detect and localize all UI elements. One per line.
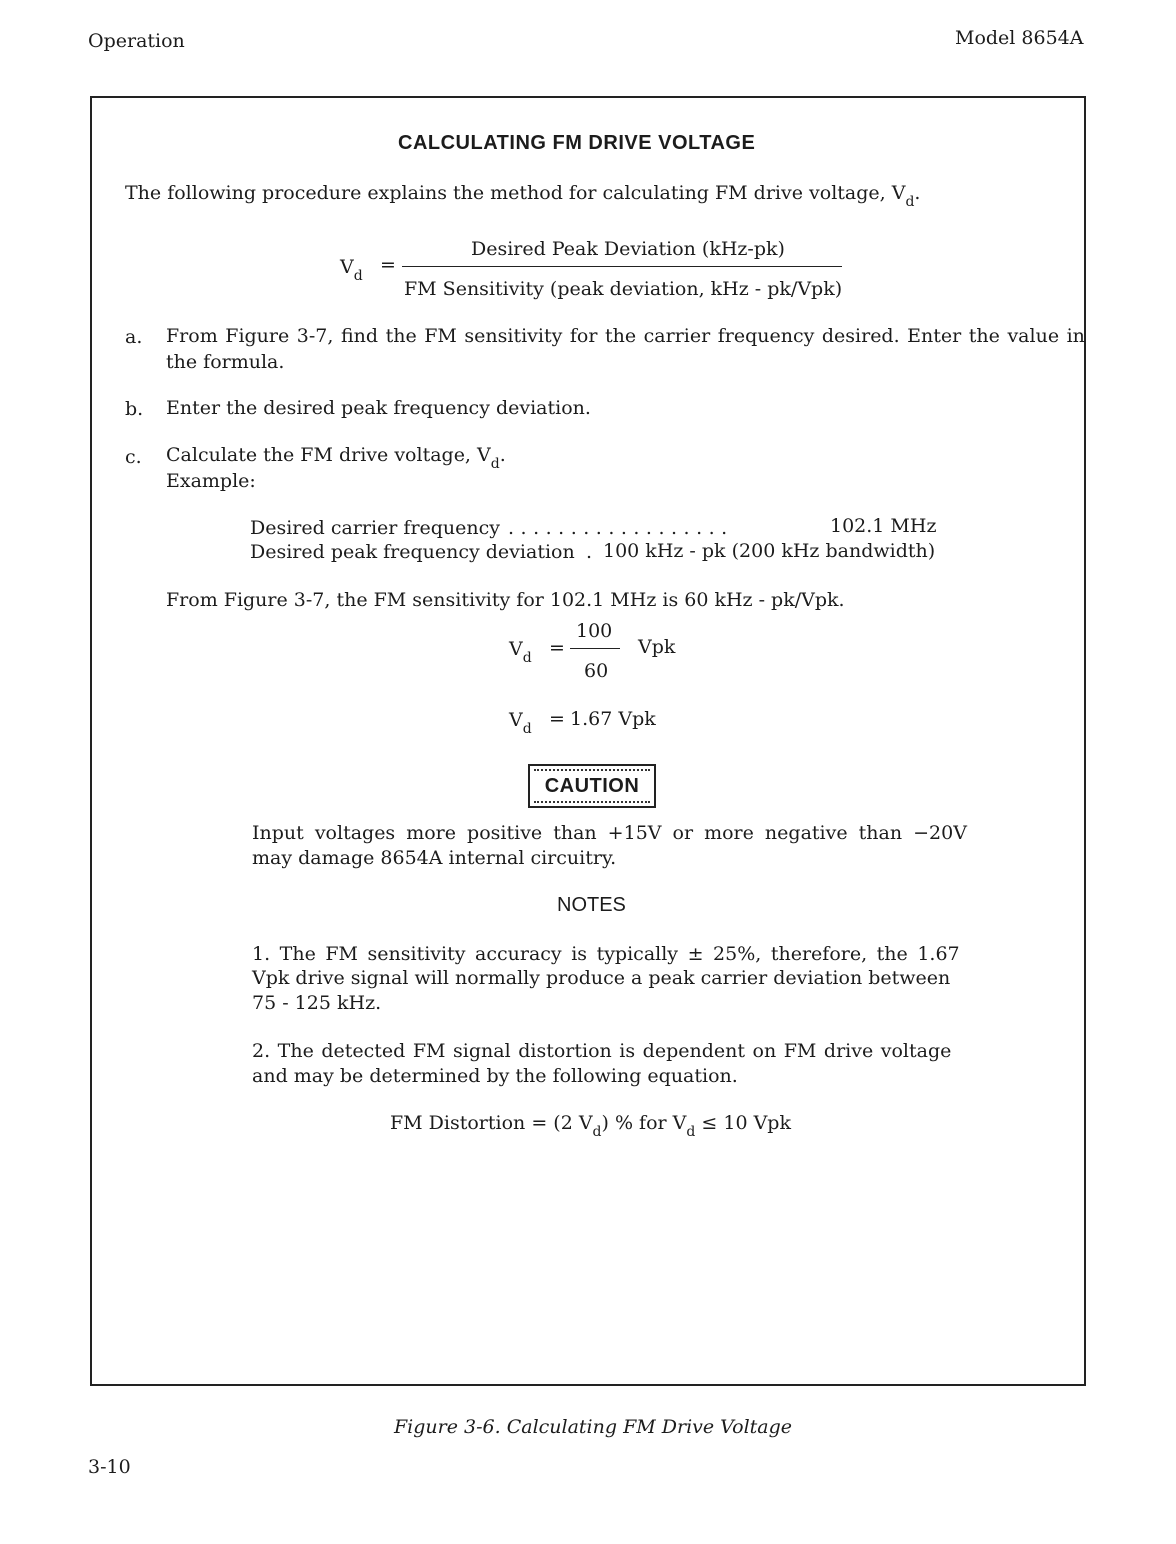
calc2-equals: =	[549, 708, 565, 730]
step-b-text: Enter the desired peak frequency deviation.	[166, 397, 591, 419]
calc1-lhs: $V_d$	[509, 638, 532, 666]
leader-dot: .	[586, 541, 593, 563]
figure-title: CALCULATING FM DRIVE VOLTAGE	[398, 132, 756, 154]
note-2-text: 2. The detected FM signal distortion is dependent on FM drive voltage	[252, 1040, 952, 1062]
step-c-label: c.	[125, 446, 142, 468]
notes-title: NOTES	[557, 894, 626, 916]
peak-deviation-label: Desired peak frequency deviation	[250, 541, 575, 563]
model-label: Model 8654A	[955, 27, 1084, 49]
leader-dots: ..................	[508, 517, 734, 539]
caution-text-cont: may damage 8654A internal circuitry.	[252, 847, 617, 869]
formula-lhs: $V_d$	[340, 256, 363, 284]
calc1-unit: Vpk	[638, 636, 676, 658]
calc1-numerator: 100	[576, 620, 613, 642]
section-label: Operation	[88, 30, 185, 52]
formula-equals: =	[380, 254, 396, 276]
peak-deviation-value: 100 kHz - pk (200 kHz bandwidth)	[603, 540, 936, 562]
step-c-text: Calculate the FM drive voltage, $V_d$.	[166, 444, 506, 472]
calc2-lhs: $V_d$	[509, 709, 532, 737]
intro-text: The following procedure explains the method for calculating FM drive voltage, $V_d$.	[125, 182, 921, 210]
step-a-text-cont: the formula.	[166, 351, 285, 373]
calc1-equals: =	[549, 637, 565, 659]
caution-text: Input voltages more positive than +15V or more negative than −20V	[252, 822, 967, 844]
calc2-value: 1.67 Vpk	[570, 708, 656, 730]
from-figure-text: From Figure 3-7, the FM sensitivity for 102.1 MHz is 60 kHz - pk/Vpk.	[166, 589, 845, 611]
carrier-frequency-value: 102.1 MHz	[830, 515, 937, 537]
distortion-equation: FM Distortion = (2 $V_d$) % for $V_d \le 10$ Vpk	[390, 1112, 791, 1140]
note-1-text-cont: Vpk drive signal will normally produce a peak carrier deviation between	[252, 967, 951, 989]
note-2-text-cont: and may be determined by the following equation.	[252, 1065, 738, 1087]
note-1-text: 1. The FM sensitivity accuracy is typically ± 25%, therefore, the 1.67	[252, 943, 960, 965]
caution-box	[528, 764, 656, 808]
formula-denominator: FM Sensitivity (peak deviation, kHz - pk/Vpk)	[404, 278, 843, 300]
example-label: Example:	[166, 470, 256, 492]
carrier-frequency-label: Desired carrier frequency	[250, 517, 501, 539]
step-a-label: a.	[125, 326, 143, 348]
figure-caption: Figure 3-6. Calculating FM Drive Voltage	[394, 1416, 793, 1438]
formula-numerator: Desired Peak Deviation (kHz-pk)	[471, 238, 785, 260]
step-b-label: b.	[125, 398, 144, 420]
note-1-text-end: 75 - 125 kHz.	[252, 992, 382, 1014]
caution-label: CAUTION	[544, 774, 640, 797]
calc1-fraction-bar	[570, 648, 620, 649]
step-a-text: From Figure 3-7, find the FM sensitivity for the carrier frequency desired. Enter the value in	[166, 325, 1085, 347]
formula-fraction-bar	[402, 266, 842, 267]
calc1-denominator: 60	[584, 660, 609, 682]
page-number: 3-10	[88, 1456, 131, 1478]
